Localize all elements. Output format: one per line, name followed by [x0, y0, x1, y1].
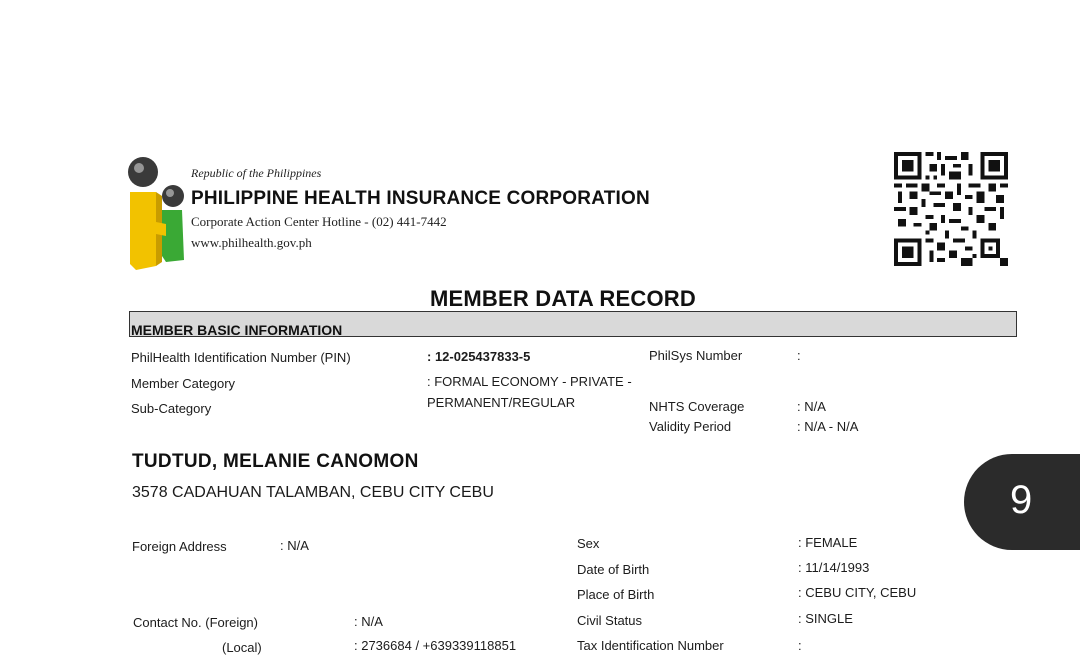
member-category-value-cont: PERMANENT/REGULAR — [427, 395, 576, 410]
tin-label: Tax Identification Number — [577, 638, 724, 653]
member-address: 3578 CADAHUAN TALAMBAN, CEBU CITY CEBU — [132, 484, 494, 501]
qr-code — [893, 152, 1009, 266]
civil-status-label: Civil Status — [577, 613, 643, 628]
philhealth-logo — [126, 156, 188, 274]
philsys-label: PhilSys Number — [649, 348, 743, 363]
foreign-address-value: : N/A — [280, 538, 309, 553]
tin-value: : — [798, 638, 802, 653]
member-category-label: Member Category — [131, 376, 236, 391]
validity-value: : N/A - N/A — [797, 419, 859, 434]
contact-foreign-value: : N/A — [354, 614, 383, 629]
sex-label: Sex — [577, 536, 600, 551]
civil-status-value: : SINGLE — [798, 611, 853, 626]
dob-label: Date of Birth — [577, 562, 650, 577]
nhts-value: : N/A — [797, 399, 826, 414]
contact-foreign-label: Contact No. (Foreign) — [133, 615, 258, 630]
corporation-name: PHILIPPINE HEALTH INSURANCE CORPORATION — [191, 188, 650, 209]
hotline-text: Corporate Action Center Hotline - (02) 441-7442 — [191, 214, 447, 229]
pin-label: PhilHealth Identification Number (PIN) — [131, 350, 351, 365]
philsys-value: : — [797, 348, 801, 363]
sex-value: : FEMALE — [798, 535, 858, 550]
republic-text: Republic of the Philippines — [191, 166, 322, 180]
section-title: MEMBER BASIC INFORMATION — [131, 322, 343, 338]
foreign-address-label: Foreign Address — [132, 539, 227, 554]
contact-local-value: : 2736684 / +639339118851 — [354, 638, 517, 653]
validity-label: Validity Period — [649, 419, 732, 434]
member-category-value: : FORMAL ECONOMY - PRIVATE - — [427, 374, 632, 389]
document-title: MEMBER DATA RECORD — [430, 286, 696, 311]
dob-value: : 11/14/1993 — [798, 560, 870, 575]
page-number: 9 — [1010, 478, 1033, 522]
sub-category-label: Sub-Category — [131, 401, 212, 416]
pin-value: : 12-025437833-5 — [427, 349, 531, 364]
pob-label: Place of Birth — [577, 587, 655, 602]
contact-local-label: (Local) — [222, 640, 262, 655]
pob-value: : CEBU CITY, CEBU — [798, 585, 917, 600]
nhts-label: NHTS Coverage — [649, 399, 745, 414]
website-text: www.philhealth.gov.ph — [191, 235, 312, 250]
member-name: TUDTUD, MELANIE CANOMON — [132, 451, 419, 472]
